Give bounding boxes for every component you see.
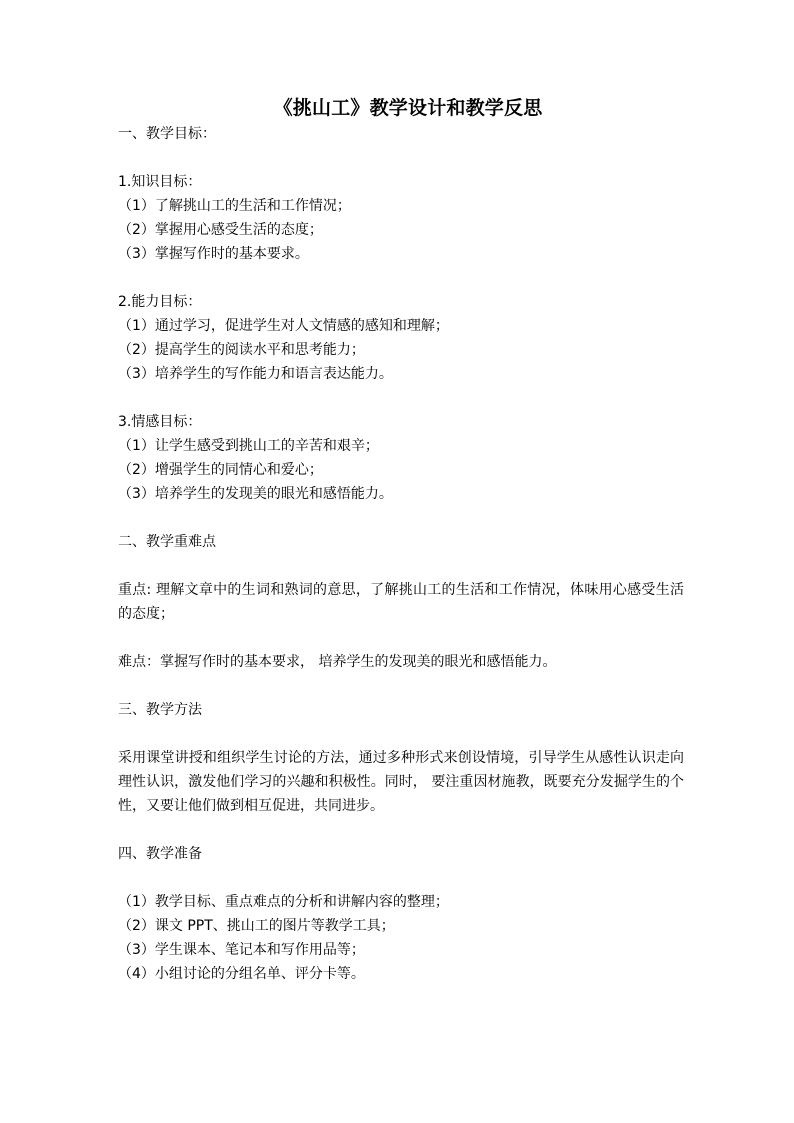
blank-line	[118, 266, 698, 290]
blank-line	[118, 386, 698, 410]
knowledge-objective-item: （2）掌握用心感受生活的态度；	[118, 222, 323, 238]
emotion-objective-item: （1）让学生感受到挑山工的辛苦和艰辛；	[118, 438, 379, 454]
ability-objectives-heading: 2.能力目标：	[118, 294, 202, 310]
section-heading-preparation: 四、教学准备	[118, 846, 202, 862]
knowledge-objectives-heading: 1.知识目标：	[118, 174, 202, 190]
preparation-item: （2）课文 PPT、挑山工的图片等教学工具；	[118, 918, 395, 934]
section-heading-key-points: 二、教学重难点	[118, 534, 216, 550]
ability-objective-item: （2）提高学生的阅读水平和思考能力；	[118, 342, 365, 358]
document-title: 《挑山工》教学设计和教学反思	[273, 97, 543, 119]
knowledge-objective-item: （3）掌握写作时的基本要求。	[118, 246, 309, 262]
blank-line	[118, 506, 698, 530]
methods-paragraph: 采用课堂讲授和组织学生讨论的方法，通过多种形式来创设情境，引导学生从感性认识走向理性认识，激发他们学习的兴趣和积极性。同时， 要注重因材施教，既要充分发掘学生的个性，又要让他们做到相互促进，共同进步。	[118, 750, 684, 814]
knowledge-objective-item: （1）了解挑山工的生活和工作情况；	[118, 198, 351, 214]
ability-objective-item: （3）培养学生的写作能力和语言表达能力。	[118, 366, 393, 382]
emotion-objectives-heading: 3.情感目标：	[118, 414, 202, 430]
blank-line	[118, 146, 698, 170]
blank-line	[118, 866, 698, 890]
document-page	[118, 94, 698, 986]
key-point-paragraph: 重点: 理解文章中的生词和熟词的意思，了解挑山工的生活和工作情况，体味用心感受生活的态度；	[118, 582, 684, 622]
emotion-objective-item: （2）增强学生的同情心和爱心；	[118, 462, 323, 478]
section-heading-objectives: 一、教学目标：	[118, 126, 216, 142]
blank-line	[118, 818, 698, 842]
emotion-objective-item: （3）培养学生的发现美的眼光和感悟能力。	[118, 486, 393, 502]
preparation-item: （4）小组讨论的分组名单、评分卡等。	[118, 966, 365, 982]
section-heading-methods: 三、教学方法	[118, 702, 202, 718]
difficult-point-paragraph: 难点：掌握写作时的基本要求， 培养学生的发现美的眼光和感悟能力。	[118, 654, 557, 670]
blank-line	[118, 722, 698, 746]
blank-line	[118, 674, 698, 698]
blank-line	[118, 626, 698, 650]
blank-line	[118, 554, 698, 578]
preparation-item: （1）教学目标、重点难点的分析和讲解内容的整理；	[118, 894, 449, 910]
ability-objective-item: （1）通过学习，促进学生对人文情感的感知和理解；	[118, 318, 449, 334]
preparation-item: （3）学生课本、笔记本和写作用品等；	[118, 942, 365, 958]
